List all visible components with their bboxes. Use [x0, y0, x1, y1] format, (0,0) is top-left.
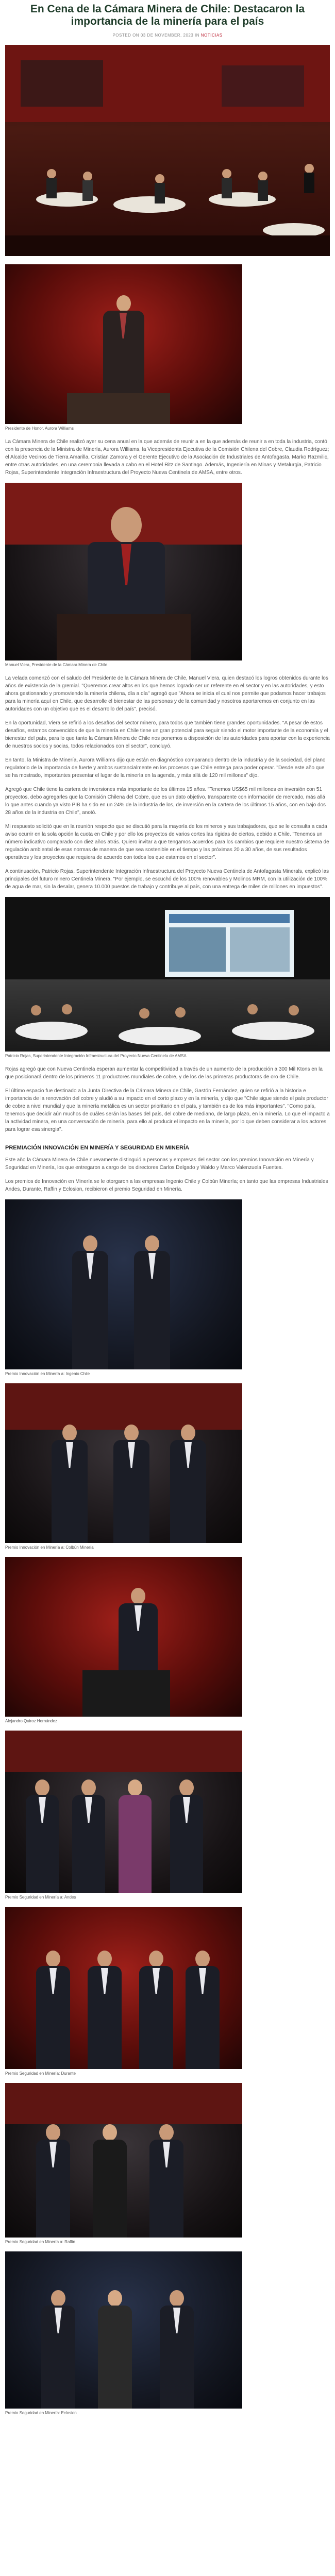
photo-award-raffin — [5, 2083, 242, 2238]
photo-aurora-williams — [5, 264, 242, 424]
photo-caption: Manuel Viera, Presidente de la Cámara Minera de Chile — [5, 663, 108, 667]
photo-award-andes — [5, 1731, 242, 1893]
photo-caption: Patricio Rojas, Superintendente Integración Infraestructura del Proyecto Nueva Centinela de AMSA — [5, 1054, 187, 1058]
paragraph: Rojas agregó que con Nueva Centinela esperan aumentar la competitividad a través de un aumento de la producción a 300 Mil Ktons en la que posicionará dentro de los primeros 11 productores mundiales de cobre, y de los de las primeras productoras de oro de Chile. — [5, 1066, 323, 1080]
paragraph: Los premios de Innovación en Minería se le otorgaron a las empresas Ingenio Chile y Colbún Minería; en tanto que las empresas Industriales Andes, Durante, Raffin y Eclosion, recibieron el premio Seguridad en Minería. — [5, 1179, 328, 1192]
paragraph: Este año la Cámara Minera de Chile nuevamente distinguió a personas y empresas del sector con los premios Innovación en Minería y Seguridad en Minería, los que entregaron a cargo de los directores Carlos Delgado y Waldo y Marco Valenzuela Fuentes. — [5, 1157, 314, 1171]
photo-caption: Presidente de Honor, Aurora Williams — [5, 426, 74, 431]
paragraph: A continuación, Patricio Rojas, Superintendente Integración Infraestructura del Proyecto Nueva Centinela de Antofagasta Minerals, explicó las principales del futuro minero Centinela Minera. "Por ejemplo, se escuchó de los 100% renovables y Molinos MRM, con la utilización de 100% de agua de mar, sin la desalar, genera 10.000 puestos de trabajo y contribuye al país, con una entrega de miles de millones en impuestos". — [5, 869, 329, 890]
podium — [82, 1670, 170, 1717]
photo-patricio-rojas — [5, 897, 330, 1052]
photo-speaker — [5, 1557, 242, 1717]
photo-award-colbun — [5, 1383, 242, 1543]
post-category[interactable]: NOTICIAS — [200, 33, 223, 38]
post-date[interactable]: 03 DE NOVEMBER, 2023 — [140, 33, 194, 38]
meta-in: IN — [195, 33, 200, 38]
post-meta — [21, 33, 314, 38]
paragraph: La Cámara Minera de Chile realizó ayer su cena anual en la que además de reunir a en la que además de reunir a en toda la industria, contó con la presencia de la Ministra de Minería, Aurora Williams, la Vicepresidenta Ejecutiva de la Comisión Chilena del Cobre, Claudia Rodríguez; el Alcalde Vecinos de Tierra Amarilla, Cristian Zamora y el Gerente Ejecutivo de la Asociación de Industriales de Antofagasta, Marko Razmilic, entre otras autoridades, en una ceremonia llevada a cabo en el Hotel Ritz de Santiago. Además, Ingeniería en Minas y Metalurgia, Patricio Rojas, Superintendente Integración Infraestructura del Proyecto Nueva Centinela de AMSA, entre otros. — [5, 439, 329, 476]
photo-award-ingenio — [5, 1199, 242, 1369]
hero-scene — [5, 45, 330, 256]
paragraph: En tanto, la Ministra de Minería, Aurora Williams dijo que están en diagnóstico comparando dentro de la industria y de la sociedad, del plano regulatorio de la importancia de fuerte y ambos sustancialmente en los procesos que Chile entrega para poder operar. "Desde este año que se ha mostrado, importantes presentar el lugar de la minería en la agenda, y más allá de 120 mil millones" dijo. — [5, 757, 326, 778]
photo-caption: Premio Seguridad en Minería: Durante — [5, 2071, 76, 2076]
section-heading: PREMIACIÓN INNOVACIÓN EN MINERÍA Y SEGURIDAD EN MINERÍA — [5, 1145, 190, 1151]
meta-prefix: POSTED ON — [112, 33, 140, 38]
paragraph: En la oportunidad, Viera se refirió a los desafíos del sector minero, para todos que también tiene grandes oportunidades. "A pesar de estos desafíos, estamos convencidos de que la minería en Chile tiene un gran potencial para seguir siendo el motor importante de la economía y el bienestar del país, para lo que tanto la Cámara Minera de Chile nos ponemos a disposición de las autoridades para aportar con la experiencia de nuestros socios y socias, todos relacionados con el sector", concluyó. — [5, 720, 330, 749]
article-body — [0, 45, 335, 2415]
photo-caption: Premio Seguridad en Minería a: Raffin — [5, 2240, 75, 2244]
audience — [5, 979, 330, 1052]
article-header — [0, 0, 335, 38]
photo-caption: Premio Seguridad en Minería: Eclosion — [5, 2411, 77, 2415]
hero-image — [5, 45, 330, 256]
photo-award-eclosion — [5, 2251, 242, 2409]
paragraph: El último espacio fue destinado a la Junta Directiva de la Cámara Minera de Chile, Gastón Fernández, quien se refirió a la historia e importancia de la renovación del cobre y aludió a su impacto en el corto plazo y en la minería, y dijo que "Chile sigue siendo el país productor de cobre a nivel mundial y que la minería metálica es un sector prioritario en el país, y también es de los más importantes". "Como país, tenemos que decidir aún muchos de cuáles serán las bases del país, del cobre de mediano, de largo plazo, en la minería. Lo que el impacto a la actividad minera, en una conversación de minería, para ello al producir el impacto en la minería, por lo que deben considerar a los actores para lograr esa sinergia". — [5, 1088, 330, 1132]
photo-caption: Alejandro Quiroz Hernández — [5, 1719, 57, 1723]
photo-award-durante — [5, 1907, 242, 2069]
paragraph: La velada comenzó con el saludo del Presidente de la Cámara Minera de Chile, Manuel Viera, quien destacó los logros obtenidos durante los años de existencia de la gremial. "Queremos crear altos en los que hemos logrado ser un referente en el sector y en las autoridades, y esto ahora gestionando y promoviendo la minería chilena, día a día" agregó que "Ahora se inicia el cual nos permite que podamos hacer trabajos para la minería aquí en Chile, que desarrolle el bienestar de las personas y de la comunidad y nosotros aportaremos en conjunto en las autoridades con un objetivo que es el desarrollo del país", precisó. — [5, 675, 328, 712]
paragraph: Mi respuesto solicitó que en la reunión respecto que se discutió para la mayoría de los mineros y sus trabajadores, que se le consulta a cada aviso ocurrir en la sola opción la cuota en Chile y por ello los proyectos de varios cortes las rígidas de ciertos, debido a Chile. "Tenemos un número indicativo comparado con diez años atrás. Quiero invitar a que tengamos acuerdos para los cambios que requiere nuestro sistema de regulación ambiental de esas normas de manera de que sea sostenible en el tiempo y las próximas 20 a 30 años, de sus resultados operativos y los proyectos que requiera de acuerdo con todos los que estamos en el sector". — [5, 824, 329, 860]
podium — [57, 614, 191, 660]
photo-caption: Premio Innovación en Minería a: Ingenio Chile — [5, 1371, 90, 1376]
photo-caption: Premio Seguridad en Minería a: Andes — [5, 1895, 76, 1900]
page-title: En Cena de la Cámara Minera de Chile: Destacaron la importancia de la minería para el país — [30, 3, 305, 27]
photo-caption: Premio Innovación en Minería a: Colbún Minería — [5, 1545, 94, 1550]
paragraph: Agregó que Chile tiene la cartera de inversiones más importante de los últimos 15 años. "Tenemos US$65 mil millones en inversión con 51 proyectos, debo agregarles que la Comisión Chilena del Cobre, que es un dato objetivo, transparente con información de mercado, más allá lo que antes cuando ya visto PIB ha sido en un 24% de la industria de los, de inversión en la cartera de los últimos 15 años, con en bajo dos 28 años de la industria en Chile", anotó. — [5, 787, 326, 816]
projection-screen — [165, 910, 294, 977]
podium — [67, 393, 170, 424]
photo-manuel-viera — [5, 483, 242, 660]
